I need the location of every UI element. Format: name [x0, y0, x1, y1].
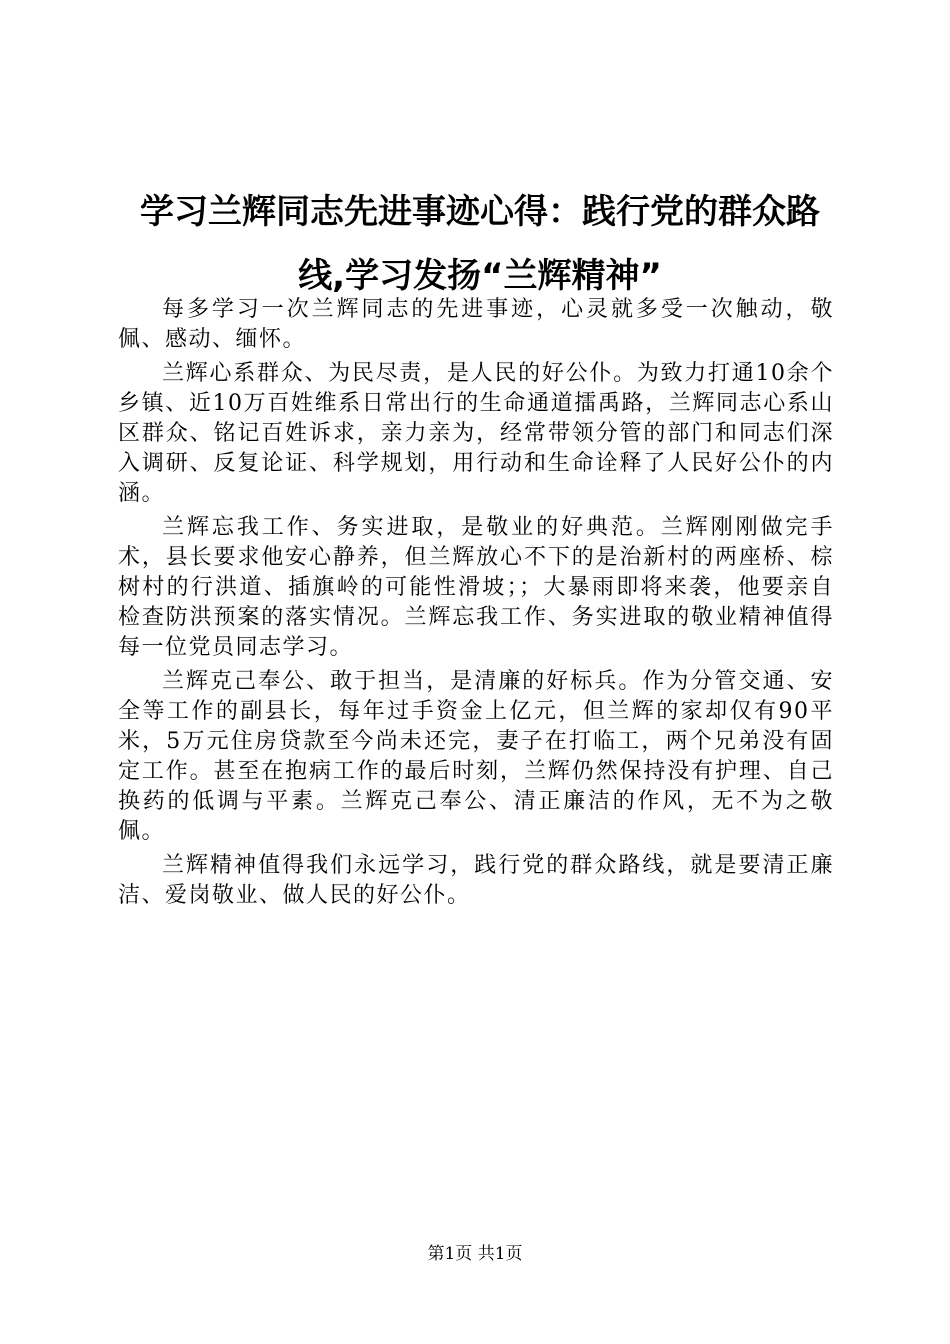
- document-title: 学习兰辉同志先进事迹心得：践行党的群众路线,学习发扬“兰辉精神”: [140, 192, 820, 296]
- paragraph-5: 兰辉精神值得我们永远学习，践行党的群众路线，就是要清正廉洁、爱岗敬业、做人民的好公仆。: [118, 853, 834, 908]
- paragraph-3: 兰辉忘我工作、务实进取，是敬业的好典范。兰辉刚刚做完手术，县长要求他安心静养，但兰辉放心不下的是治新村的两座桥、棕树村的行洪道、插旗岭的可能性滑坡；；大暴雨即将来袭，他要亲自检查防洪预案的落实情况。兰辉忘我工作、务实进取的敬业精神值得每一位党员同志学习。: [118, 515, 834, 660]
- document-body: [118, 295, 834, 915]
- paragraph-1: 每多学习一次兰辉同志的先进事迹，心灵就多受一次触动，敬佩、感动、缅怀。: [118, 297, 834, 352]
- page-footer: 第1页 共1页: [427, 1244, 523, 1264]
- paragraph-4: 兰辉克己奉公、敢于担当，是清廉的好标兵。作为分管交通、安全等工作的副县长，每年过手资金上亿元，但兰辉的家却仅有90平米，5万元住房贷款至今尚未还完，妻子在打临工，两个兄弟没有固定工作。甚至在抱病工作的最后时刻，兰辉仍然保持没有护理、自己换药的低调与平素。兰辉克己奉公、清正廉洁的作风，无不为之敬佩。: [118, 669, 834, 844]
- paragraph-2: 兰辉心系群众、为民尽责，是人民的好公仆。为致力打通10余个乡镇、近10万百姓维系日常出行的生命通道擂禹路，兰辉同志心系山区群众、铭记百姓诉求，亲力亲为，经常带领分管的部门和同志们深入调研、反复论证、科学规划，用行动和生命诠释了人民好公仆的内涵。: [118, 361, 834, 506]
